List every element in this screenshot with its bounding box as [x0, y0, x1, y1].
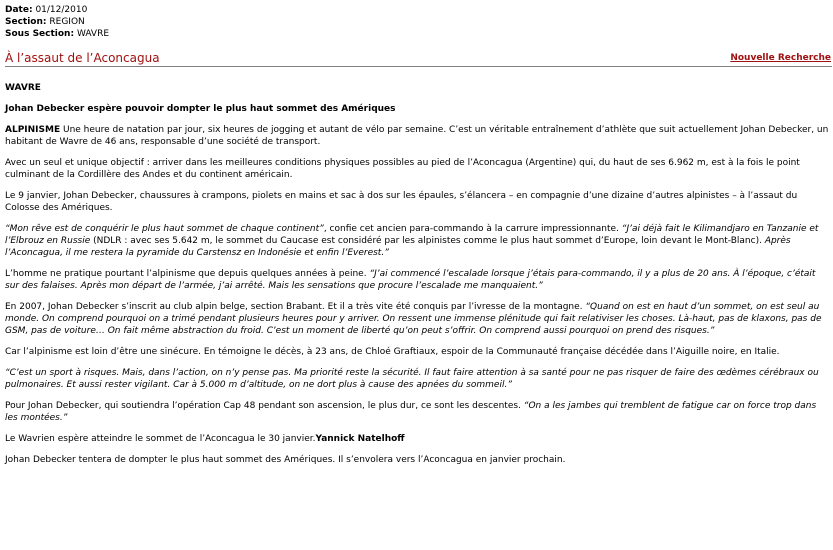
title-bar: [5, 49, 832, 67]
paragraph-1-text: Une heure de natation par jour, six heures de jogging et autant de vélo par semaine. C’est un véritable entraînement d’athlète que suit actuellement Johan Debecker, un habitant de Wavre de 46 ans, responsable d’une société de transport.: [5, 125, 829, 147]
paragraph-5-text: L’homme ne pratique pourtant l’alpinisme que depuis quelques années à peine.: [5, 269, 370, 279]
author-name: Yannick Natelhoff: [315, 434, 405, 444]
paragraph-8: [5, 367, 829, 391]
paragraph-6-text: En 2007, Johan Debecker s’inscrit au club alpin belge, section Brabant. Et il a très vite été conquis par l’ivresse de la montagne.: [5, 302, 586, 312]
quote: “J’ai déjà fait le Kilimandjaro en Tanzanie et l’Elbrouz en Russie: [5, 224, 819, 246]
paragraph-5: [5, 268, 829, 292]
subsection-value: WAVRE: [76, 29, 110, 39]
quote: “Mon rêve est de conquérir le plus haut sommet de chaque continent”: [5, 224, 324, 234]
date-value: 01/12/2010: [35, 5, 88, 15]
article-headline: Johan Debecker espère pouvoir dompter le plus haut sommet des Amériques: [5, 104, 396, 114]
article-title: À l’assaut de l’Aconcagua: [5, 51, 160, 65]
section-label: Section:: [5, 17, 47, 27]
paragraph-4-text-a: , confie cet ancien para-commando à la carrure impressionnante.: [323, 224, 622, 234]
paragraph-9: [5, 400, 829, 424]
paragraph-3: Le 9 janvier, Johan Debecker, chaussures à crampons, piolets en mains et sac à dos sur les épaules, s’élancera – en compagnie d’une dizaine d’autres alpinistes – à l’assaut du Colosse des Amériques.: [5, 191, 798, 213]
paragraph-4-text-b: (NDLR : avec ses 5.642 m, le sommet du Caucase est considéré par les alpinistes comme le plus haut sommet d’Europe, loin devant le Mont-Blanc).: [90, 236, 765, 246]
paragraph-10: [5, 433, 829, 445]
paragraph-2: Avec un seul et unique objectif : arriver dans les meilleures conditions physiques possibles au pied de l’Aconcagua (Argentine) qui, du haut de ses 6.962 m, est à la fois le point culminant de la Cordillère des Andes et du continent américain.: [5, 158, 800, 180]
quote: “C’est un sport à risques. Mais, dans l’action, on n’y pense pas. Ma priorité reste la sécurité. Il faut faire attention à sa santé pour ne pas risquer de faire des œdèmes cérébraux ou pulmonaires. Et aussi rester vigilant. Car à 5.000 m d’altitude, on ne dort plus à cause des apnées du sommeil.”: [5, 368, 819, 390]
date-label: Date:: [5, 5, 33, 15]
quote: Après l’Aconcagua, il me restera la pyramide du Carstensz en Indonésie et enfin l’Everest.”: [5, 236, 791, 258]
paragraph-1: [5, 124, 829, 148]
paragraph-11: Johan Debecker tentera de dompter le plus haut sommet des Amériques. Il s’envolera vers l’Aconcagua en janvier prochain.: [5, 455, 566, 465]
subsection-row: [5, 28, 109, 40]
quote: “On a les jambes qui tremblent de fatigue car on force trop dans les montées.”: [5, 401, 817, 423]
new-search-link[interactable]: Nouvelle Recherche: [730, 53, 831, 63]
paragraph-7: Car l’alpinisme est loin d’être une sinécure. En témoigne le décès, à 23 ans, de Chloé Graftiaux, espoir de la Communauté française décédée dans l’Aiguille noire, en Italie.: [5, 347, 780, 357]
article-dateline: WAVRE: [5, 83, 41, 93]
quote: “Quand on est en haut d’un sommet, on est seul au monde. On comprend pourquoi on a trimé pendant plusieurs heures pour y arriver. On ressent une immense plénitude qui fait relativiser les choses. Là-haut, pas de klaxons, pas de GSM, pas de voiture… On fait même abstraction du froid. C’est un moment de liberté qu’on peut s’offrir. On comprend aussi pourquoi on prend des risques.”: [5, 302, 822, 336]
section-row: [5, 16, 109, 28]
lead-word: ALPINISME: [5, 125, 61, 135]
paragraph-10-text: Le Wavrien espère atteindre le sommet de l’Aconcagua le 30 janvier.: [5, 434, 316, 444]
subsection-label: Sous Section:: [5, 29, 75, 39]
date-row: [5, 4, 109, 16]
section-value: REGION: [49, 17, 85, 27]
paragraph-4: [5, 223, 829, 259]
paragraph-6: [5, 301, 829, 337]
quote: “J’ai commencé l’escalade lorsque j’étais para-commando, il y a plus de 20 ans. À l’époque, c’était sur des falaises. Après mon départ de l’armée, j’ai arrêté. Mais les sensations que procure l’escalade me manquaient.”: [5, 269, 816, 291]
article-metadata: [5, 4, 109, 40]
article-body: [5, 82, 829, 475]
paragraph-9-text: Pour Johan Debecker, qui soutiendra l’opération Cap 48 pendant son ascension, le plus dur, ce sont les descentes.: [5, 401, 524, 411]
